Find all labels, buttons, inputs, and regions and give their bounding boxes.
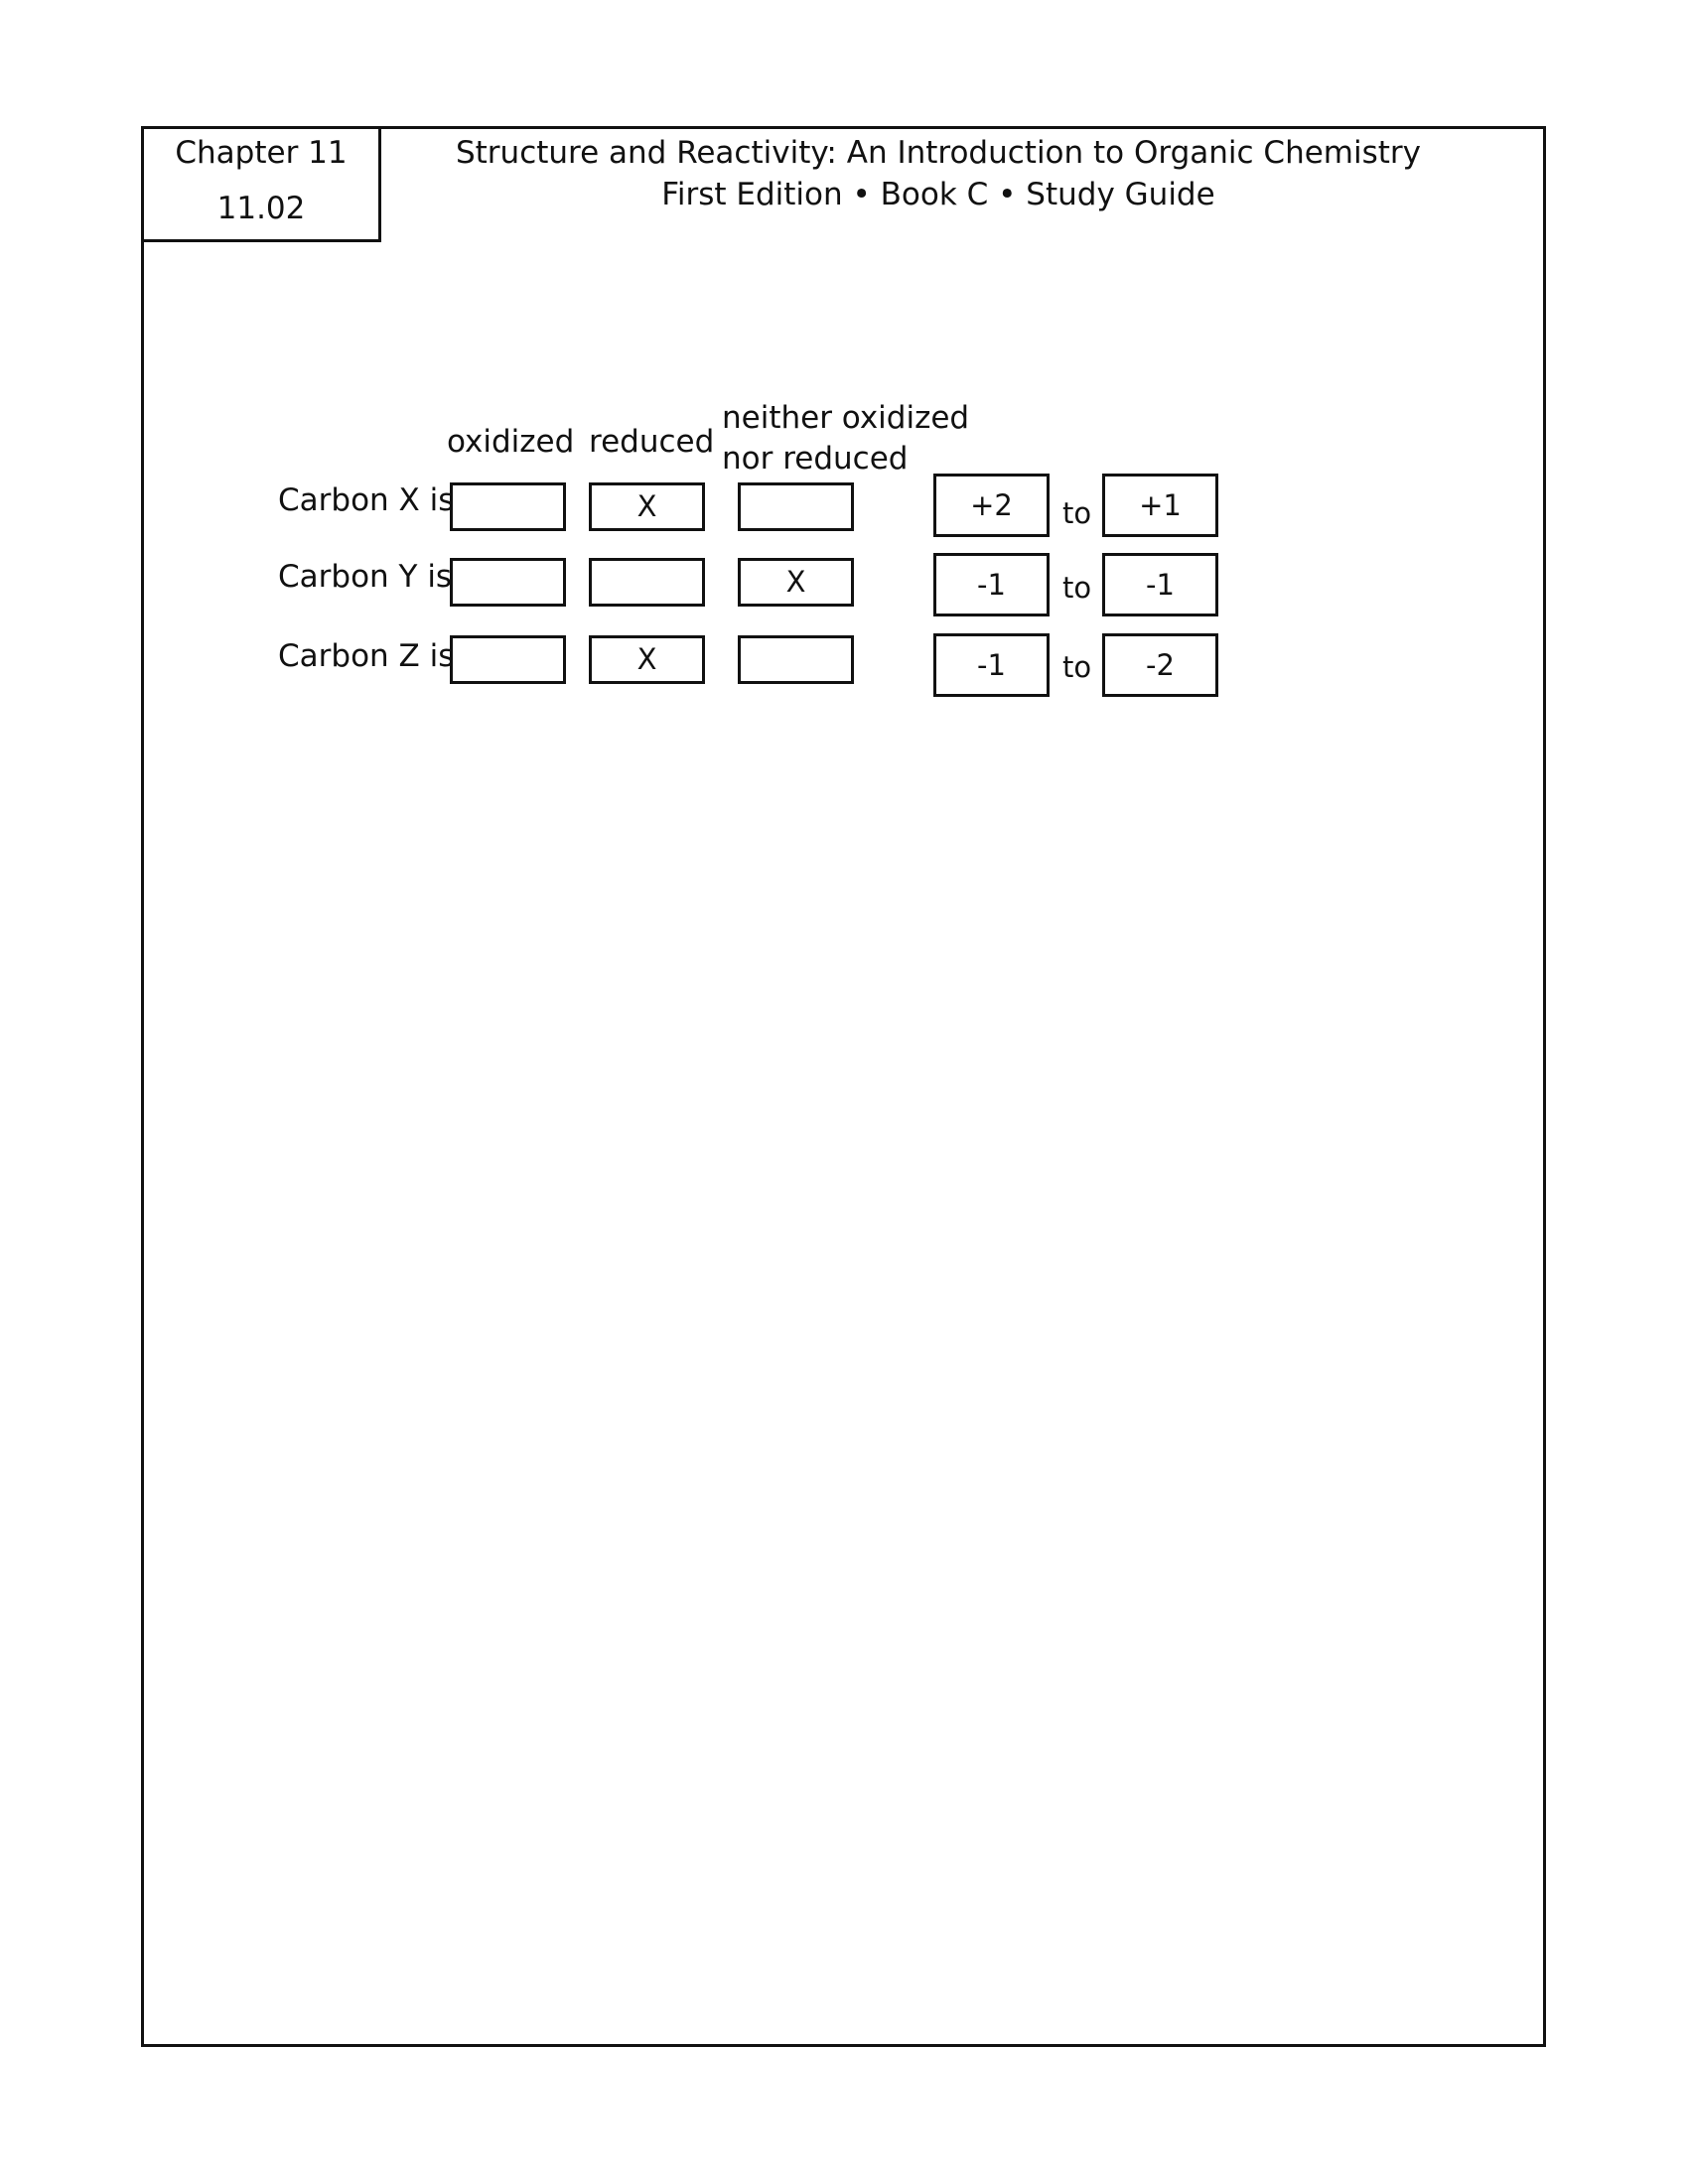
carbon-x-initial-oxidation-state[interactable]: +2 [933, 474, 1050, 537]
column-header-neither-line2: nor reduced [722, 441, 909, 477]
carbon-z-to-label: to [1062, 650, 1092, 684]
book-title: Structure and Reactivity: An Introduction to Organic Chemistry [455, 135, 1422, 171]
carbon-z-initial-oxidation-state[interactable]: -1 [933, 633, 1050, 697]
column-header-oxidized: oxidized [447, 424, 575, 460]
carbon-y-final-oxidation-state[interactable]: -1 [1102, 553, 1218, 616]
book-subtitle: First Edition • Book C • Study Guide [661, 177, 1215, 212]
chapter-label: Chapter 11 [175, 135, 348, 171]
carbon-x-oxidized-box[interactable] [450, 482, 566, 531]
column-header-neither-line1: neither oxidized [722, 400, 970, 436]
column-header-reduced: reduced [589, 424, 715, 460]
carbon-x-reduced-box[interactable]: X [589, 482, 705, 531]
chapter-box [141, 126, 381, 242]
carbon-x-neither-box[interactable] [738, 482, 854, 531]
carbon-y-oxidized-box[interactable] [450, 558, 566, 607]
column-header-neither [722, 398, 969, 479]
carbon-x-to-label: to [1062, 496, 1092, 530]
row-label-carbon-y: Carbon Y is [278, 559, 453, 595]
carbon-z-neither-box[interactable] [738, 635, 854, 684]
row-label-carbon-x: Carbon X is [278, 482, 455, 518]
carbon-z-oxidized-box[interactable] [450, 635, 566, 684]
section-number: 11.02 [216, 191, 306, 226]
carbon-y-initial-oxidation-state[interactable]: -1 [933, 553, 1050, 616]
book-title-block [387, 132, 1489, 215]
carbon-z-final-oxidation-state[interactable]: -2 [1102, 633, 1218, 697]
carbon-y-neither-box[interactable]: X [738, 558, 854, 607]
row-label-carbon-z: Carbon Z is [278, 638, 455, 674]
carbon-y-to-label: to [1062, 571, 1092, 605]
carbon-y-reduced-box[interactable] [589, 558, 705, 607]
carbon-x-final-oxidation-state[interactable]: +1 [1102, 474, 1218, 537]
carbon-z-reduced-box[interactable]: X [589, 635, 705, 684]
